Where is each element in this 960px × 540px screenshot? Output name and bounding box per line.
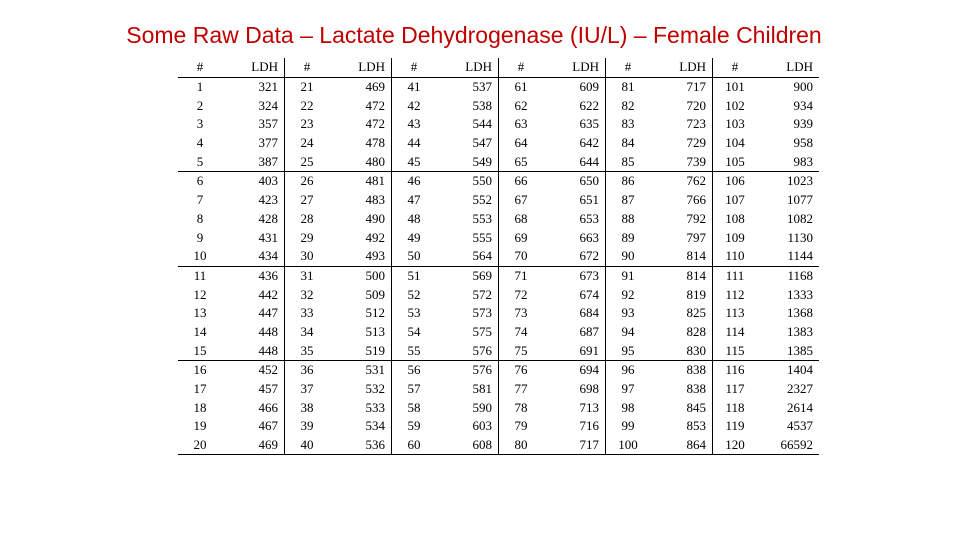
row-number-cell: 112 [713, 285, 758, 304]
column-header-number: # [392, 58, 437, 77]
row-number-cell: 46 [392, 172, 437, 191]
ldh-value-cell: 1333 [787, 286, 813, 302]
row-number-cell: 17 [193, 381, 207, 397]
ldh-value-cell: 466 [258, 399, 278, 415]
row-number-cell: 106 [713, 172, 758, 191]
row-number-cell: 91 [606, 266, 651, 285]
row-number-cell: 64 [499, 134, 544, 153]
ldh-value-cell: 958 [793, 135, 813, 151]
row-number-cell: 59 [392, 417, 437, 436]
ldh-value-cell: 819 [686, 286, 706, 302]
ldh-value-cell: 564 [472, 248, 492, 264]
ldh-value-cell: 642 [579, 135, 599, 151]
ldh-value-cell: 792 [686, 210, 706, 226]
row-number-cell: 90 [606, 247, 651, 266]
row-number-cell: 36 [285, 361, 330, 380]
ldh-value-cell: 581 [472, 381, 492, 397]
ldh-value-cell: 483 [365, 192, 385, 208]
row-number-cell: 89 [606, 228, 651, 247]
row-number-cell: 82 [606, 96, 651, 115]
ldh-value-cell: 457 [258, 381, 278, 397]
column-header-ldh: LDH [543, 58, 606, 77]
row-number-cell: 44 [392, 134, 437, 153]
ldh-value-cell: 536 [329, 436, 392, 455]
ldh-value-cell: 509 [365, 286, 385, 302]
row-number-cell: 66 [499, 172, 544, 191]
ldh-value-cell: 321 [222, 77, 285, 96]
row-number-cell: 87 [606, 191, 651, 210]
row-number-cell: 103 [713, 115, 758, 134]
ldh-value-cell: 1077 [787, 192, 813, 208]
row-number-cell: 27 [285, 191, 330, 210]
ldh-value-cell: 552 [472, 192, 492, 208]
row-number-cell: 115 [713, 341, 758, 360]
ldh-value-cell: 533 [365, 399, 385, 415]
ldh-value-cell: 825 [686, 305, 706, 321]
ldh-value-cell: 447 [258, 305, 278, 321]
ldh-value-cell: 538 [472, 97, 492, 113]
ldh-value-cell: 4537 [787, 418, 813, 434]
ldh-value-cell: 720 [686, 97, 706, 113]
ldh-value-cell: 377 [258, 135, 278, 151]
row-number-cell: 57 [392, 380, 437, 399]
ldh-value-cell: 436 [222, 266, 285, 285]
ldh-value-cell: 472 [365, 116, 385, 132]
ldh-value-cell: 603 [472, 418, 492, 434]
ldh-value-cell: 532 [365, 381, 385, 397]
ldh-value-cell: 469 [329, 77, 392, 96]
ldh-value-cell: 537 [436, 77, 499, 96]
row-number-cell: 5 [196, 153, 204, 169]
row-number-cell: 56 [392, 361, 437, 380]
table-row [178, 191, 819, 210]
ldh-value-cell: 838 [650, 361, 713, 380]
ldh-value-cell: 644 [579, 153, 599, 169]
ldh-data-table [178, 58, 819, 455]
table-row [178, 285, 819, 304]
row-number-cell: 113 [713, 304, 758, 323]
row-number-cell: 55 [392, 341, 437, 360]
ldh-value-cell: 481 [329, 172, 392, 191]
row-number-cell: 62 [499, 96, 544, 115]
ldh-value-cell: 472 [365, 97, 385, 113]
ldh-value-cell: 1368 [787, 305, 813, 321]
ldh-value-cell: 814 [650, 266, 713, 285]
ldh-value-cell: 423 [258, 192, 278, 208]
table-row [178, 247, 819, 266]
row-number-cell: 96 [606, 361, 651, 380]
ldh-value-cell: 650 [543, 172, 606, 191]
row-number-cell: 31 [285, 266, 330, 285]
row-number-cell: 71 [499, 266, 544, 285]
row-number-cell: 81 [606, 77, 651, 96]
ldh-value-cell: 434 [258, 248, 278, 264]
ldh-value-cell: 691 [579, 342, 599, 358]
ldh-value-cell: 572 [472, 286, 492, 302]
ldh-value-cell: 717 [650, 77, 713, 96]
ldh-value-cell: 653 [579, 210, 599, 226]
column-header-ldh: LDH [650, 58, 713, 77]
ldh-value-cell: 534 [365, 418, 385, 434]
row-number-cell: 35 [285, 341, 330, 360]
row-number-cell: 97 [606, 380, 651, 399]
ldh-value-cell: 716 [579, 418, 599, 434]
row-number-cell: 14 [193, 323, 207, 339]
row-number-cell: 98 [606, 398, 651, 417]
row-number-cell: 22 [285, 96, 330, 115]
row-number-cell: 23 [285, 115, 330, 134]
ldh-value-cell: 797 [686, 229, 706, 245]
table-row [178, 228, 819, 247]
ldh-value-cell: 480 [365, 153, 385, 169]
column-header-number: # [499, 58, 544, 77]
row-number-cell: 50 [392, 247, 437, 266]
row-number-cell: 20 [178, 436, 222, 455]
row-number-cell: 99 [606, 417, 651, 436]
row-number-cell: 118 [713, 398, 758, 417]
ldh-value-cell: 853 [686, 418, 706, 434]
table-row [178, 323, 819, 342]
row-number-cell: 25 [285, 152, 330, 171]
ldh-value-cell: 672 [579, 248, 599, 264]
row-number-cell: 86 [606, 172, 651, 191]
row-number-cell: 72 [499, 285, 544, 304]
ldh-value-cell: 357 [258, 116, 278, 132]
column-header-number: # [285, 58, 330, 77]
ldh-value-cell: 717 [543, 436, 606, 455]
ldh-value-cell: 448 [258, 323, 278, 339]
ldh-value-cell: 934 [793, 97, 813, 113]
row-number-cell: 7 [196, 192, 204, 208]
ldh-value-cell: 814 [686, 248, 706, 264]
ldh-value-cell: 519 [365, 342, 385, 358]
ldh-value-cell: 1023 [757, 172, 819, 191]
row-number-cell: 78 [499, 398, 544, 417]
table-row [178, 266, 819, 285]
ldh-value-cell: 684 [579, 305, 599, 321]
row-number-cell: 104 [713, 134, 758, 153]
row-number-cell: 1 [178, 77, 222, 96]
row-number-cell: 10 [193, 248, 207, 264]
row-number-cell: 21 [285, 77, 330, 96]
ldh-value-cell: 1385 [787, 342, 813, 358]
ldh-value-cell: 575 [472, 323, 492, 339]
row-number-cell: 92 [606, 285, 651, 304]
row-number-cell: 40 [285, 436, 330, 455]
ldh-value-cell: 713 [579, 399, 599, 415]
row-number-cell: 32 [285, 285, 330, 304]
ldh-value-cell: 687 [579, 323, 599, 339]
row-number-cell: 116 [713, 361, 758, 380]
ldh-value-cell: 569 [436, 266, 499, 285]
row-number-cell: 18 [193, 399, 207, 415]
row-number-cell: 110 [713, 247, 758, 266]
ldh-value-cell: 448 [258, 342, 278, 358]
ldh-value-cell: 651 [579, 192, 599, 208]
row-number-cell: 105 [713, 152, 758, 171]
ldh-value-cell: 513 [365, 323, 385, 339]
row-number-cell: 95 [606, 341, 651, 360]
ldh-value-cell: 66592 [757, 436, 819, 455]
column-header-ldh: LDH [436, 58, 499, 77]
ldh-value-cell: 635 [579, 116, 599, 132]
ldh-value-cell: 762 [650, 172, 713, 191]
row-number-cell: 11 [178, 266, 222, 285]
table-row [178, 341, 819, 360]
ldh-value-cell: 739 [686, 153, 706, 169]
row-number-cell: 79 [499, 417, 544, 436]
ldh-value-cell: 766 [686, 192, 706, 208]
table-row [178, 398, 819, 417]
row-number-cell: 119 [713, 417, 758, 436]
page-title: Some Raw Data – Lactate Dehydrogenase (IU/L) – Female Children [126, 22, 822, 48]
row-number-cell: 37 [285, 380, 330, 399]
row-number-cell: 8 [196, 210, 204, 226]
row-number-cell: 69 [499, 228, 544, 247]
row-number-cell: 58 [392, 398, 437, 417]
row-number-cell: 15 [193, 342, 207, 358]
ldh-value-cell: 492 [365, 229, 385, 245]
row-number-cell: 45 [392, 152, 437, 171]
ldh-value-cell: 1082 [787, 210, 813, 226]
row-number-cell: 74 [499, 323, 544, 342]
row-number-cell: 102 [713, 96, 758, 115]
ldh-value-cell: 428 [258, 210, 278, 226]
ldh-value-cell: 590 [472, 399, 492, 415]
row-number-cell: 67 [499, 191, 544, 210]
row-number-cell: 16 [178, 361, 222, 380]
row-number-cell: 108 [713, 210, 758, 229]
ldh-value-cell: 838 [686, 381, 706, 397]
row-number-cell: 83 [606, 115, 651, 134]
row-number-cell: 41 [392, 77, 437, 96]
ldh-value-cell: 324 [258, 97, 278, 113]
table-row [178, 417, 819, 436]
row-number-cell: 111 [713, 266, 758, 285]
ldh-value-cell: 2327 [787, 381, 813, 397]
row-number-cell: 26 [285, 172, 330, 191]
row-number-cell: 51 [392, 266, 437, 285]
row-number-cell: 29 [285, 228, 330, 247]
ldh-value-cell: 493 [365, 248, 385, 264]
ldh-value-cell: 1168 [757, 266, 819, 285]
column-header-ldh: LDH [222, 58, 285, 77]
ldh-value-cell: 531 [329, 361, 392, 380]
row-number-cell: 52 [392, 285, 437, 304]
row-number-cell: 73 [499, 304, 544, 323]
row-number-cell: 88 [606, 210, 651, 229]
row-number-cell: 76 [499, 361, 544, 380]
row-number-cell: 75 [499, 341, 544, 360]
ldh-value-cell: 576 [472, 342, 492, 358]
row-number-cell: 43 [392, 115, 437, 134]
table-body [178, 77, 819, 455]
ldh-value-cell: 939 [793, 116, 813, 132]
row-number-cell: 117 [713, 380, 758, 399]
table-row [178, 172, 819, 191]
ldh-value-cell: 576 [436, 361, 499, 380]
ldh-value-cell: 900 [757, 77, 819, 96]
ldh-value-cell: 469 [222, 436, 285, 455]
column-header-number: # [713, 58, 758, 77]
column-header-number: # [606, 58, 651, 77]
ldh-value-cell: 694 [543, 361, 606, 380]
table-row [178, 115, 819, 134]
ldh-value-cell: 555 [472, 229, 492, 245]
row-number-cell: 42 [392, 96, 437, 115]
row-number-cell: 24 [285, 134, 330, 153]
ldh-value-cell: 1130 [787, 229, 813, 245]
row-number-cell: 70 [499, 247, 544, 266]
ldh-value-cell: 547 [472, 135, 492, 151]
ldh-value-cell: 387 [258, 153, 278, 169]
table-row [178, 210, 819, 229]
row-number-cell: 49 [392, 228, 437, 247]
row-number-cell: 48 [392, 210, 437, 229]
ldh-value-cell: 622 [579, 97, 599, 113]
ldh-value-cell: 431 [258, 229, 278, 245]
column-header-ldh: LDH [757, 58, 819, 77]
row-number-cell: 120 [713, 436, 758, 455]
ldh-value-cell: 467 [258, 418, 278, 434]
table-row [178, 436, 819, 455]
ldh-value-cell: 723 [686, 116, 706, 132]
ldh-value-cell: 608 [436, 436, 499, 455]
ldh-value-cell: 550 [436, 172, 499, 191]
column-header-ldh: LDH [329, 58, 392, 77]
row-number-cell: 54 [392, 323, 437, 342]
row-number-cell: 3 [196, 116, 204, 132]
row-number-cell: 63 [499, 115, 544, 134]
ldh-value-cell: 2614 [787, 399, 813, 415]
row-number-cell: 107 [713, 191, 758, 210]
row-number-cell: 60 [392, 436, 437, 455]
ldh-value-cell: 864 [650, 436, 713, 455]
table-row [178, 361, 819, 380]
ldh-value-cell: 553 [472, 210, 492, 226]
row-number-cell: 85 [606, 152, 651, 171]
ldh-value-cell: 729 [686, 135, 706, 151]
ldh-value-cell: 1383 [787, 323, 813, 339]
row-number-cell: 30 [285, 247, 330, 266]
ldh-value-cell: 698 [579, 381, 599, 397]
ldh-value-cell: 512 [365, 305, 385, 321]
ldh-value-cell: 452 [222, 361, 285, 380]
row-number-cell: 28 [285, 210, 330, 229]
row-number-cell: 101 [713, 77, 758, 96]
table-row [178, 152, 819, 171]
table-row [178, 96, 819, 115]
row-number-cell: 19 [193, 418, 207, 434]
row-number-cell: 34 [285, 323, 330, 342]
ldh-value-cell: 609 [543, 77, 606, 96]
row-number-cell: 33 [285, 304, 330, 323]
row-number-cell: 65 [499, 152, 544, 171]
ldh-value-cell: 663 [579, 229, 599, 245]
ldh-value-cell: 1404 [757, 361, 819, 380]
ldh-value-cell: 478 [365, 135, 385, 151]
table-header-row [178, 58, 819, 77]
ldh-value-cell: 490 [365, 210, 385, 226]
row-number-cell: 39 [285, 417, 330, 436]
row-number-cell: 100 [606, 436, 651, 455]
ldh-value-cell: 573 [472, 305, 492, 321]
row-number-cell: 114 [713, 323, 758, 342]
table-row [178, 380, 819, 399]
ldh-value-cell: 983 [793, 153, 813, 169]
ldh-value-cell: 403 [222, 172, 285, 191]
row-number-cell: 94 [606, 323, 651, 342]
row-number-cell: 47 [392, 191, 437, 210]
row-number-cell: 6 [178, 172, 222, 191]
ldh-value-cell: 828 [686, 323, 706, 339]
row-number-cell: 80 [499, 436, 544, 455]
column-header-number: # [178, 58, 222, 77]
ldh-value-cell: 544 [472, 116, 492, 132]
row-number-cell: 9 [196, 229, 204, 245]
ldh-value-cell: 673 [543, 266, 606, 285]
row-number-cell: 84 [606, 134, 651, 153]
table-row [178, 134, 819, 153]
table-row [178, 77, 819, 96]
ldh-value-cell: 1144 [787, 248, 813, 264]
row-number-cell: 12 [193, 286, 207, 302]
ldh-value-cell: 500 [329, 266, 392, 285]
row-number-cell: 4 [196, 135, 204, 151]
row-number-cell: 77 [499, 380, 544, 399]
ldh-value-cell: 442 [258, 286, 278, 302]
row-number-cell: 53 [392, 304, 437, 323]
row-number-cell: 93 [606, 304, 651, 323]
ldh-value-cell: 674 [579, 286, 599, 302]
row-number-cell: 68 [499, 210, 544, 229]
ldh-value-cell: 830 [686, 342, 706, 358]
row-number-cell: 38 [285, 398, 330, 417]
row-number-cell: 13 [193, 305, 207, 321]
table-row [178, 304, 819, 323]
row-number-cell: 109 [713, 228, 758, 247]
row-number-cell: 2 [196, 97, 204, 113]
ldh-value-cell: 549 [472, 153, 492, 169]
ldh-value-cell: 845 [686, 399, 706, 415]
row-number-cell: 61 [499, 77, 544, 96]
